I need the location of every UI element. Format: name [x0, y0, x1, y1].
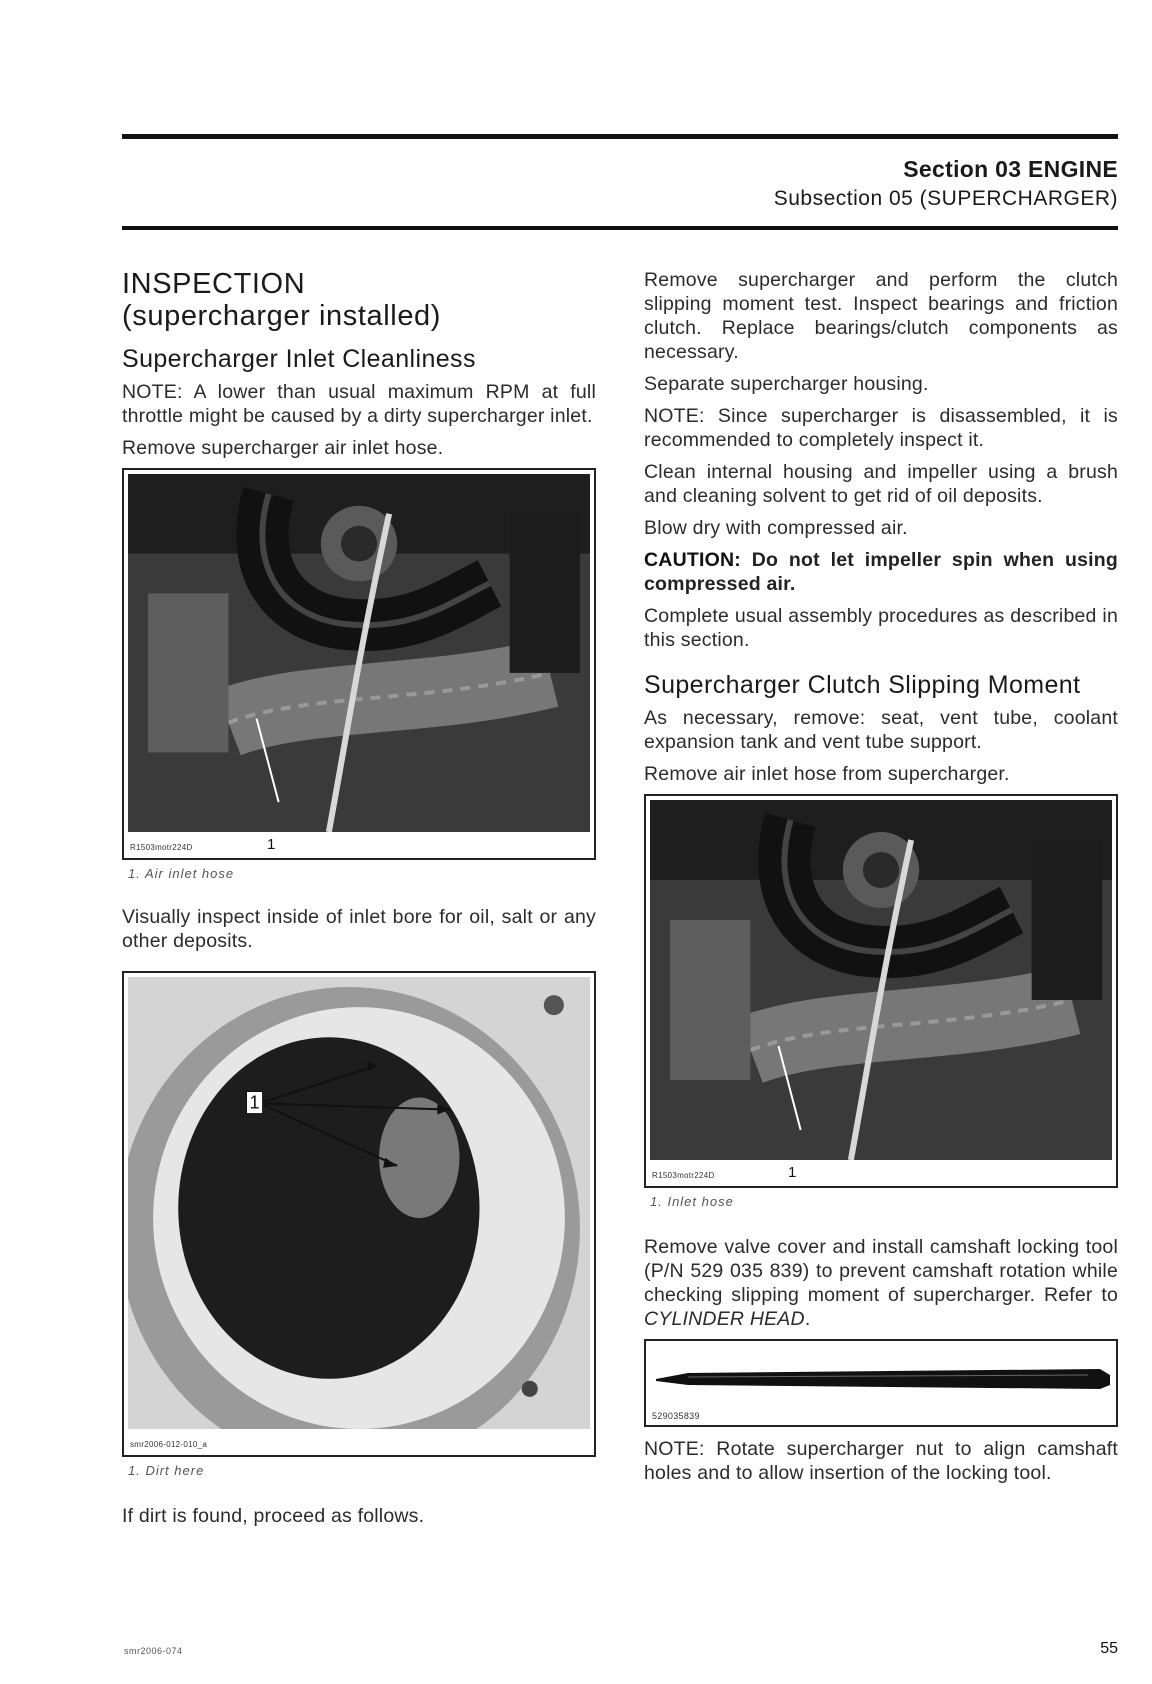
caution-label: CAUTION:: [644, 549, 741, 571]
callout-number: 1: [267, 836, 276, 853]
note-text: Since supercharger is disassembled, it is recommended to completely inspect it.: [644, 405, 1118, 451]
note-label: NOTE:: [644, 405, 705, 427]
assembly-text: Complete usual assembly procedures as described in this section.: [644, 605, 1118, 651]
tool-figure-id: 529035839: [652, 1411, 700, 1421]
figure-id: R1503motr224D: [130, 843, 193, 852]
figure-caption: 1. Air inlet hose: [128, 866, 235, 881]
locking-tool-text-a: Remove valve cover and install camshaft locking tool (P/N 529 035 839) to prevent camshaft rotation while checking slipping moment of supercharger. Refer to: [644, 1236, 1118, 1306]
subsection-title: Subsection 05 (SUPERCHARGER): [773, 187, 1118, 210]
document-id: smr2006-074: [124, 1646, 183, 1656]
remove-inlet-hose-text: Remove air inlet hose from supercharger.: [644, 763, 1010, 785]
right-column: [644, 268, 1118, 1493]
engine-photo: [650, 800, 1112, 1160]
note-label: NOTE:: [122, 381, 183, 403]
figure-caption: 1. Dirt here: [128, 1463, 205, 1478]
dirt-figure: [122, 971, 596, 1457]
locking-tool-text-b: .: [804, 1308, 811, 1330]
inspection-title-line1: INSPECTION: [122, 268, 306, 300]
blow-dry-text: Blow dry with compressed air.: [644, 517, 908, 539]
note-rpm: [122, 380, 596, 428]
locking-tool-text: [644, 1235, 1118, 1331]
locking-tool-illustration: [648, 1351, 1118, 1411]
note-rotate-nut: [644, 1437, 1118, 1485]
figure-id: smr2006-012-010_a: [130, 1440, 208, 1449]
page-number: 55: [1100, 1640, 1118, 1657]
header-rule-top: [122, 134, 1118, 139]
note-label: NOTE:: [644, 1438, 705, 1460]
figure-caption: 1. Inlet hose: [650, 1194, 734, 1209]
cylinder-head-reference: CYLINDER HEAD: [644, 1308, 805, 1330]
separate-housing-text: Separate supercharger housing.: [644, 373, 929, 395]
left-column: [122, 268, 596, 1536]
engine-photo: [128, 474, 590, 832]
header-rule-bottom: [122, 226, 1118, 230]
svg-text:1: 1: [249, 1092, 260, 1113]
figure-id: R1503motr224D: [652, 1171, 715, 1180]
note-text: A lower than usual maximum RPM at full throttle might be caused by a dirty supercharger inlet.: [122, 381, 596, 427]
locking-tool-figure: [644, 1339, 1118, 1427]
clutch-slipping-heading: Supercharger Clutch Slipping Moment: [644, 671, 1081, 699]
remove-hose-text: Remove supercharger air inlet hose.: [122, 437, 444, 459]
inlet-cleanliness-heading: Supercharger Inlet Cleanliness: [122, 345, 476, 373]
inspection-title-line2: (supercharger installed): [122, 300, 442, 332]
clean-housing-text: Clean internal housing and impeller using a brush and cleaning solvent to get rid of oil deposits.: [644, 461, 1118, 507]
note-text: Rotate supercharger nut to align camshaft holes and to allow insertion of the locking tool.: [644, 1438, 1118, 1484]
inspect-bore-text: Visually inspect inside of inlet bore for oil, salt or any other deposits.: [122, 906, 596, 952]
section-title: Section 03 ENGINE: [903, 156, 1118, 182]
callout-number: 1: [788, 1164, 797, 1181]
remove-parts-text: As necessary, remove: seat, vent tube, coolant expansion tank and vent tube support.: [644, 707, 1118, 753]
note-disassembled: [644, 404, 1118, 452]
caution-note: [644, 548, 1118, 596]
caution-text: Do not let impeller spin when using compressed air.: [644, 549, 1118, 595]
air-inlet-hose-figure: [122, 468, 596, 860]
inspection-title: [122, 268, 596, 332]
remove-supercharger-text: Remove supercharger and perform the clutch slipping moment test. Inspect bearings and friction clutch. Replace bearings/clutch components as necessary.: [644, 269, 1118, 363]
section-header: [774, 156, 1118, 211]
inlet-hose-figure: [644, 794, 1118, 1188]
inlet-bore-photo: [128, 977, 590, 1429]
dirt-found-text: If dirt is found, proceed as follows.: [122, 1505, 425, 1527]
